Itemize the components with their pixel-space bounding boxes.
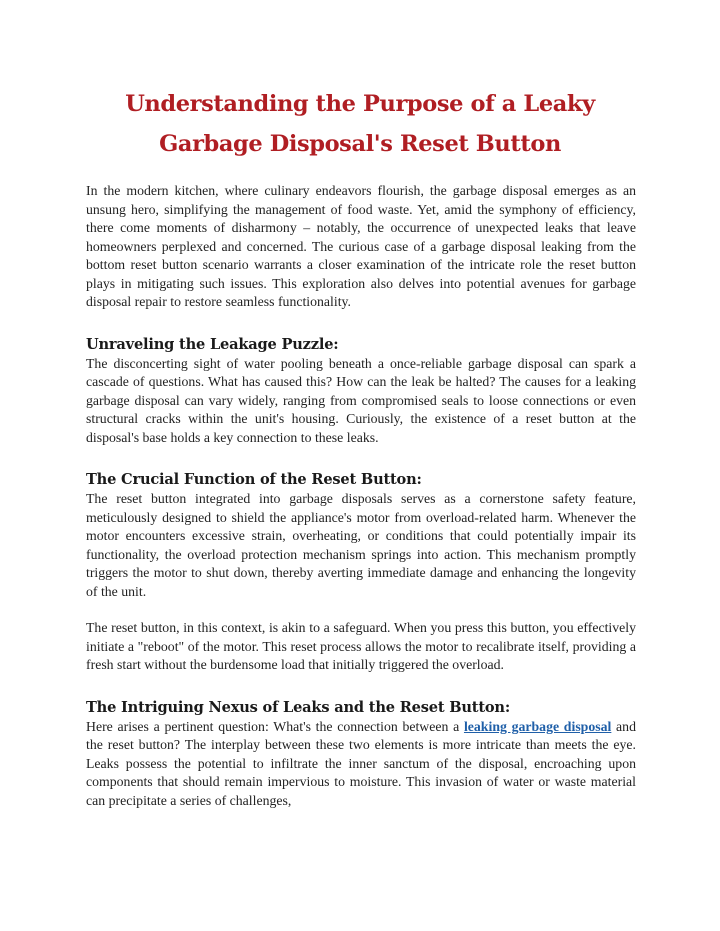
intro-paragraph: In the modern kitchen, where culinary endeavors flourish, the garbage disposal emerges as an unsung hero, simplifying the management of food waste. Yet, amid the symphony of efficiency, there come moments of disharmony – notably, the occurrence of unexpected leaks that leave homeowners perplexed and concerned. The curious case of a garbage disposal leaking from the bottom reset button scenario warrants a closer examination of the intricate role the reset button plays in mitigating such issues. This exploration also delves into potential avenues for garbage disposal repair to restore seamless functionality. bbox=[86, 183, 636, 309]
section-paragraph-with-link bbox=[86, 718, 636, 811]
section-heading-leakage-puzzle: Unraveling the Leakage Puzzle: bbox=[86, 335, 339, 353]
section-paragraph: The disconcerting sight of water pooling beneath a once-reliable garbage disposal can spark a cascade of questions. What has caused this? How can the leak be halted? The causes for a leaking garbage disposal can vary widely, ranging from compromised seals to loose connections or even structural cracks within the unit's housing. Curiously, the existence of a reset button at the disposal's base holds a key connection to these leaks. bbox=[86, 355, 636, 445]
title-line-1: Understanding the Purpose of a Leaky bbox=[125, 91, 595, 117]
leaking-garbage-disposal-link[interactable]: leaking garbage disposal bbox=[463, 718, 612, 734]
title-line-2: Garbage Disposal's Reset Button bbox=[159, 131, 561, 157]
section-heading-leaks-nexus: The Intriguing Nexus of Leaks and the Reset Button: bbox=[86, 698, 510, 716]
paragraph-text-before-link: Here arises a pertinent question: What's the connection between a bbox=[86, 718, 464, 734]
document-body bbox=[86, 182, 636, 810]
section-paragraph: The reset button, in this context, is akin to a safeguard. When you press this button, you effectively initiate a "reboot" of the motor. This reset process allows the motor to recalibrate itself, providing a fresh start without the burdensome load that initially triggered the overload. bbox=[86, 620, 636, 672]
section-paragraph: The reset button integrated into garbage disposals serves as a cornerstone safety feature, meticulously designed to shield the appliance's motor from overload-related harm. Whenever the motor encounters excessive strain, overheating, or conditions that could potentially impair its functionality, the overload protection mechanism springs into action. This mechanism promptly triggers the motor to shut down, thereby averting immediate damage and enhancing the longevity of the unit. bbox=[86, 491, 636, 599]
paragraph-text-after-link: and the reset button? The interplay between these two elements is more intricate than meets the eye. Leaks possess the potential to infiltrate the inner sanctum of the disposal, encroaching upon components that should remain impervious to moisture. This invasion of water or waste material can precipitate a series of challenges, bbox=[86, 718, 636, 808]
section-heading-reset-button-function: The Crucial Function of the Reset Button: bbox=[86, 471, 422, 488]
page-title bbox=[70, 84, 650, 164]
